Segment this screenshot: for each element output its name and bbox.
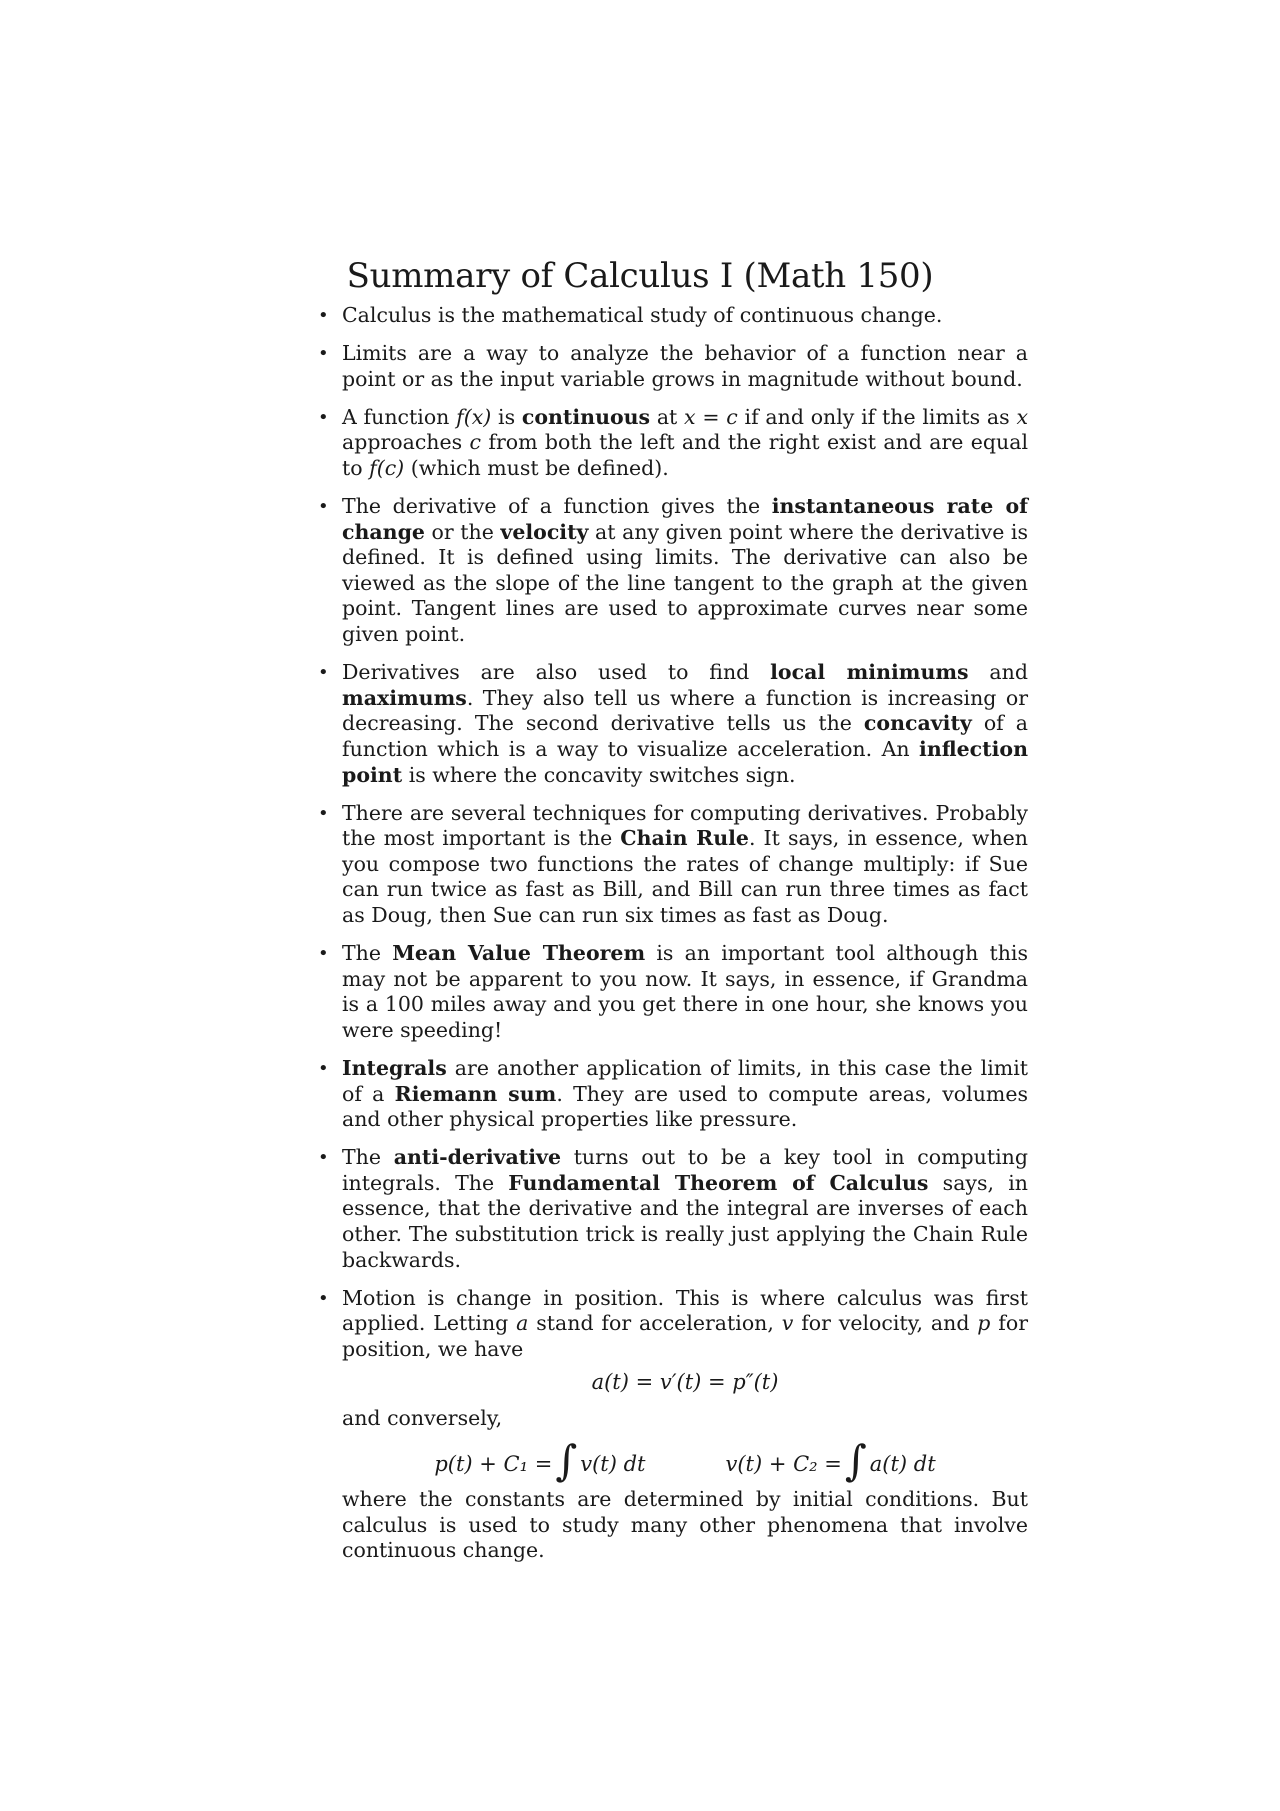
bullet-icon: • [318, 343, 329, 365]
list-item: • The anti-derivative turns out to be a key tool in computing integrals. The Fundamental Theorem of Calculus says, in essence, that the derivative and the integral are inverses of each other. The substitution trick is really just applying the Chain Rule backwards. [318, 1145, 1028, 1272]
list-item: • Limits are a way to analyze the behavior of a function near a point or as the input variable grows in magnitude without bound. [318, 341, 1028, 391]
list-item: • The Mean Value Theorem is an important tool although this may not be apparent to you now. It says, in essence, if Grandma is a 100 miles away and you get there in one hour, she knows you were speeding! [318, 941, 1028, 1042]
bullet-icon: • [318, 496, 329, 518]
list-item: • A function f(x) is continuous at x = c if and only if the limits as x approaches c from both the left and the right exist and are equal to f(c) (which must be defined). [318, 404, 1029, 480]
equation-velocity: v(t) + C₂ =∫ a(t) dt [725, 1435, 936, 1485]
list-item: • Motion is change in position. This is where calculus was first applied. Letting a stand for acceleration, v for velocity, and p for position, we have a(t) = v′(t) = p″(t) and conversely, p(t) + C₁ =∫ v(t) dt v(t) + C₂ =∫ a(t) dt where the constants are determined by initial conditions. But calculus is used to study many other phenomena that involve continuous change. [318, 1285, 1029, 1563]
list-item: • Calculus is the mathematical study of continuous change. [318, 303, 943, 327]
integral-sign: ∫ [844, 1435, 867, 1485]
list-item: • Integrals are another application of limits, in this case the limit of a Riemann sum. They are used to compute areas, volumes and other physical properties like pressure. [318, 1055, 1028, 1132]
bullet-icon: • [318, 943, 329, 965]
equation-integrals [342, 1435, 1028, 1485]
integral-sign: ∫ [555, 1435, 578, 1485]
list-item: • The derivative of a function gives the instantaneous rate of change or the velocity at any given point where the derivative is defined. It is defined using limits. The derivative can also be viewed as the slope of the line tangent to the graph at the given point. Tangent lines are used to approximate curves near some given point. [318, 494, 1028, 647]
list-item: • Derivatives are also used to find local minimums and maximums. They also tell us where a function is increasing or decreasing. The second derivative tells us the concavity of a function which is a way to visualize acceleration. An inflection point is where the concavity switches sign. [318, 660, 1029, 787]
bullet-icon: • [318, 1287, 329, 1309]
summary-list [318, 303, 1028, 1577]
page-title: Summary of Calculus I (Math 150) [346, 256, 934, 296]
bullet-icon: • [318, 305, 329, 326]
bullet-icon: • [318, 1147, 329, 1169]
equation-derivatives: a(t) = v′(t) = p″(t) [591, 1370, 779, 1395]
bullet-icon: • [318, 802, 329, 824]
bullet-icon: • [318, 406, 329, 428]
bullet-icon: • [318, 662, 329, 684]
list-item: • There are several techniques for computing derivatives. Probably the most important is the Chain Rule. It says, in essence, when you compose two functions the rates of change multiply: if Sue can run twice as fast as Bill, and Bill can run three times as fact as Doug, then Sue can run six times as fast as Doug. [318, 800, 1028, 927]
equation-position: p(t) + C₁ =∫ v(t) dt [434, 1435, 646, 1485]
bullet-icon: • [318, 1057, 329, 1079]
